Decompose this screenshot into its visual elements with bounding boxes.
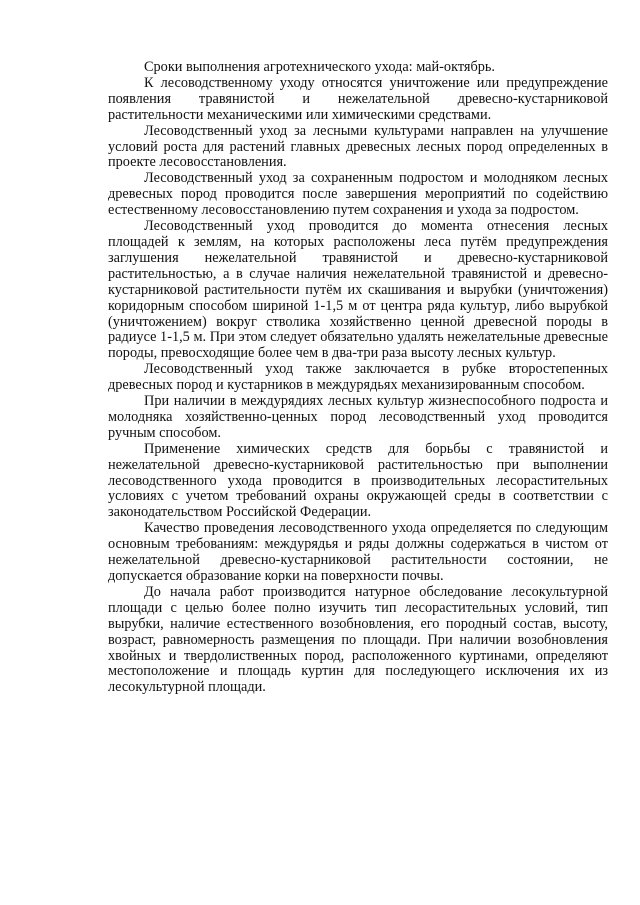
paragraph-undergrowth: Лесоводственный уход за сохраненным подростом и молодняком лесных древесных пород проводится после завершения мероприятий по содействию естественному лесовосстановлению путем сохранения и ухода за подростом. bbox=[108, 170, 608, 219]
document-body bbox=[108, 60, 608, 696]
paragraph-chemicals: Применение химических средств для борьбы с травянистой и нежелательной древесно-кустарниковой растительностью при выполнении лесоводственного ухода проводится в производительных лесорастительных условиях с учетом требований охраны окружающей среды в соответствии с законодательством Российской Федерации. bbox=[108, 440, 608, 521]
paragraph-definition: К лесоводственному уходу относятся уничтожение или предупреждение появления травянистой и нежелательной древесно-кустарниковой растительности механическими или химическими средствами. bbox=[108, 74, 608, 123]
paragraph-secondary-species: Лесоводственный уход также заключается в рубке второстепенных древесных пород и кустарников в междурядьях механизированным способом. bbox=[108, 361, 608, 394]
paragraph-manual-method: При наличии в междурядиях лесных культур жизнеспособного подроста и молодняка хозяйственно-ценных пород лесоводственный уход проводится ручным способом. bbox=[108, 393, 608, 441]
paragraph-forest-cultures: Лесоводственный уход за лесными культурами направлен на улучшение условий роста для растений главных древесных лесных пород определенных в проекте лесовосстановления. bbox=[108, 122, 608, 171]
paragraph-survey: До начала работ производится натурное обследование лесокультурной площади с целью более полно изучить тип лесорастительных условий, тип вырубки, наличие естественного возобновления, его породный состав, высоту, возраст, равномерность размещения по площади. При наличии возобновления хвойных и твердолиственных пород, расположенного куртинами, определяют местоположение и площадь куртин для последующего исключения их из лесокультурной площади. bbox=[108, 583, 608, 696]
paragraph-timing: Сроки выполнения агротехнического ухода: май-октябрь. bbox=[144, 59, 495, 75]
paragraph-duration: Лесоводственный уход проводится до момента отнесения лесных площадей к землям, на которых расположены леса путём предупреждения заглушения нежелательной травянистой и древесно-кустарниковой растительностью, а в случае наличия нежелательной травянистой и древесно-кустарниковой растительности путём их скашивания и вырубки (уничтожения) коридорным способом шириной 1-1,5 м от центра ряда культур, либо вырубкой (уничтожением) вокруг стволика хозяйственно ценной древесной породы в радиусе 1-1,5 м. При этом следует обязательно удалять нежелательные древесные породы, превосходящие более чем в два-три раза высоту лесных культур. bbox=[108, 218, 608, 362]
paragraph-quality: Качество проведения лесоводственного ухода определяется по следующим основным требованиям: междурядья и ряды должны содержаться в чистом от нежелательной древесно-кустарниковой растительности состоянии, не допускается образование корки на поверхности почвы. bbox=[108, 520, 608, 584]
